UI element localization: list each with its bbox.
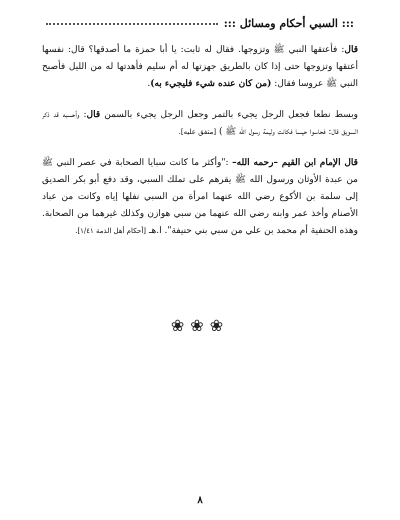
paragraph-1-text: : فأعتقها النبي ﷺ وتزوجها. فقال له ثابت: يا أبا حمزة ما أصدقها؟ قال: نفسها أعتقها وتزوجها حتى إذا كان بالطريق جهزتها له أم سليم فأهدتها له من الليل فأصبح النبي ﷺ عروسا فقال: — [42, 45, 358, 89]
page-number: ٨ — [197, 495, 203, 506]
paragraph-1 — [42, 42, 358, 93]
qal-label: قال — [344, 45, 358, 55]
hadith-quote: (من كان عنده شيء فليجيء به) — [150, 79, 272, 89]
paragraph-2-text-b: : وأحسبه قد ذكر السويق قال: فحاسوا حيسا فكانت وليمة رسول الله ﷺ ) — [42, 110, 358, 137]
paragraph-1-end: . — [147, 79, 151, 89]
paragraph-2 — [42, 107, 358, 141]
header-title: ::: السبي أحكام ومسائل ::: — [223, 16, 354, 30]
citation: [متفق عليه]. — [178, 128, 217, 136]
citation-2: [أحكام أهل الذمة ١/٤١]. — [75, 227, 147, 235]
header-dotted-rule — [46, 23, 218, 25]
paragraph-2-text: وبسط نطعا فجعل الرجل يجيء بالتمر وجعل الرجل يجيء بالسمن — [100, 110, 359, 120]
ibn-qayyim-heading: قال الإمام ابن القيم –رحمه الله– — [232, 158, 358, 168]
paragraph-3 — [42, 155, 358, 240]
paragraph-3-text: :"وأكثر ما كانت سبايا الصحابة في عصر النبي ﷺ من عبدة الأوثان ورسول الله ﷺ يقرهم على تملك السبي، وقد دفع أبو بكر الصديق إلى سلمة بن الأكوع رضي الله عنهما امرأة من السبي نفلها إياه وكانت من عباد الأصنام وأخذ عمر وابنه رضي الله عنهما من سبي هوازن وكذلك غيرهما من الصحابة. وهذه الحنفية أم محمد بن علي من سبي بني حنيفة". ا.هـ — [42, 158, 358, 236]
ornament-flowers-icon: ❀❀❀ — [170, 316, 230, 335]
qal-label-2: قال — [86, 110, 101, 120]
page-header — [46, 14, 354, 32]
page-body — [42, 42, 358, 248]
